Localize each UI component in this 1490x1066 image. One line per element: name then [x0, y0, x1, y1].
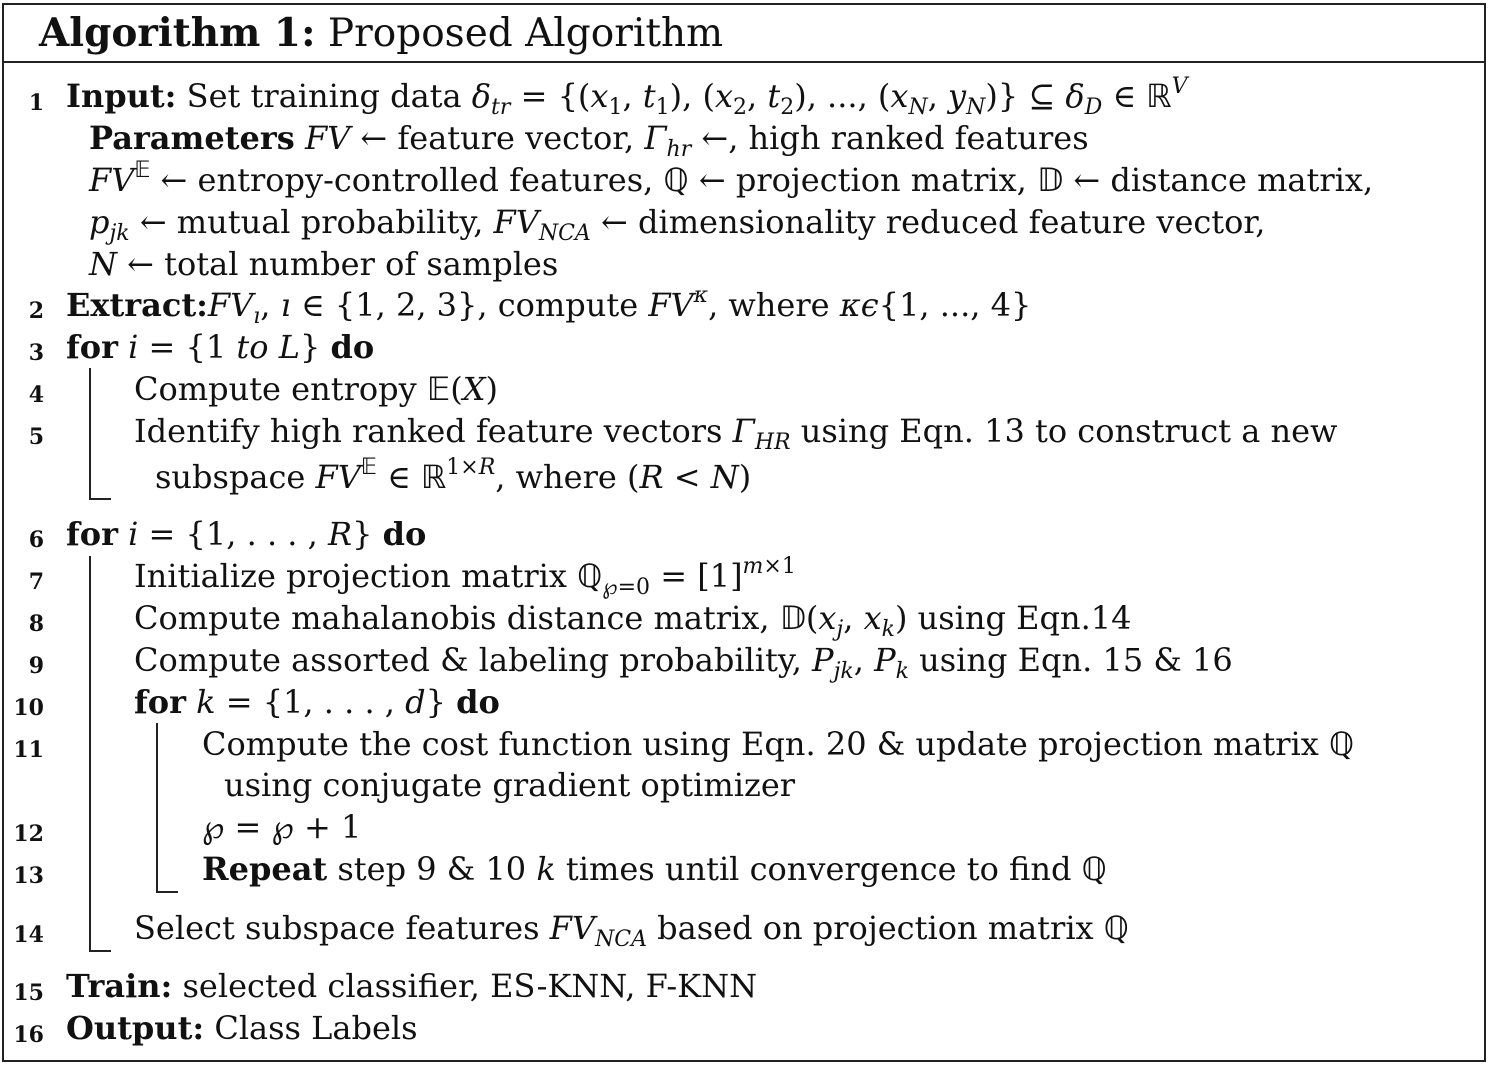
algorithm-title-bar — [4, 5, 1484, 63]
output-text: Class Labels — [214, 1009, 418, 1047]
for-block-bar — [156, 723, 178, 893]
line-text: Identify high ranked feature vectors — [134, 412, 723, 450]
line-text: Compute mahalanobis distance matrix, — [134, 599, 770, 637]
line-text: Compute assorted & labeling probability, — [134, 641, 802, 679]
param-text: high ranked features — [748, 119, 1089, 157]
line-number: 15 — [13, 980, 44, 1006]
keyword-output: Output: — [66, 1009, 205, 1047]
algo-line-11-cont — [224, 766, 795, 804]
line-text: Select subspace features — [134, 909, 540, 947]
keyword-extract: Extract: — [66, 286, 208, 324]
line-text: where — [515, 458, 617, 496]
keyword-train: Train: — [66, 967, 173, 1005]
line-text: using conjugate gradient optimizer — [224, 766, 796, 804]
line-text: Compute the cost function using Eqn. 20 & update projection matrix — [202, 725, 1319, 763]
algo-line-for: for k = {1, . . . , d} do — [134, 683, 500, 721]
algo-line-7: Initialize projection matrix ℚ$_{℘=0}$ = $[1]^{m\times 1}$ — [134, 554, 796, 600]
param-text: feature vector, — [397, 119, 635, 157]
line-number: 10 — [13, 695, 44, 721]
algo-line-train — [66, 967, 757, 1005]
algo-line-for: for i = {1 to L} do — [66, 328, 375, 366]
param-text: distance matrix, — [1110, 161, 1374, 199]
line-text: times until convergence to find — [565, 850, 1072, 888]
algo-line-9: Compute assorted & labeling probability, $P_{jk}$, $P_k$ using Eqn. 15 & 16 — [134, 641, 1233, 684]
keyword-input: Input: — [66, 77, 177, 115]
line-number: 12 — [13, 821, 44, 847]
line-number: 4 — [28, 382, 44, 408]
param-text: dimensionality reduced feature vector, — [637, 203, 1266, 241]
keyword-do: do — [330, 328, 375, 366]
keyword-for: for — [134, 683, 186, 721]
algorithm-title — [39, 11, 723, 56]
line-text: using Eqn. 15 & 16 — [919, 641, 1233, 679]
line-text: using Eqn.14 — [917, 599, 1132, 637]
line-number: 16 — [13, 1022, 44, 1048]
keyword-for: for — [66, 515, 118, 553]
line-number: 9 — [28, 653, 44, 679]
line-text: step 9 & 10 — [337, 850, 527, 888]
line-number: 3 — [28, 340, 44, 366]
input-text: Set training data — [186, 77, 462, 115]
train-text: selected classifier, ES-KNN, F-KNN — [182, 967, 758, 1005]
line-text: based on projection matrix — [657, 909, 1094, 947]
line-number: 2 — [28, 298, 44, 324]
algo-line-parameters-4: N ← total number of samples — [89, 245, 559, 283]
algo-line-11: Compute the cost function using Eqn. 20 & update projection matrix ℚ — [202, 725, 1355, 763]
algo-line-5-cont: subspace $FV^𝔼$ ∈ ℝ$^{1\times R}$, where (R < N) — [155, 455, 752, 496]
algo-line-parameters-2: $FV^𝔼$ ← entropy-controlled features, ℚ ← projection matrix, 𝔻 ← distance matrix, — [89, 158, 1374, 199]
algo-line-parameters-3: $p_{jk}$ ← mutual probability, $FV_{NCA}$ ← dimensionality reduced feature vector, — [89, 203, 1266, 246]
algo-line-input: Input: Set training data $\delta_{tr} = \{(x_1$, $t_1$), ($x_2$, $t_2$), ..., ($x_N$, $y_N$)} ⊆ $\delta_D$ ∈ ℝ$^V$ — [66, 74, 1188, 120]
line-number: 5 — [28, 424, 44, 450]
param-text: total number of samples — [164, 245, 559, 283]
line-number: 14 — [13, 922, 44, 948]
line-text: Compute entropy — [134, 370, 417, 408]
algorithm-name: Proposed Algorithm — [327, 11, 724, 56]
keyword-for: for — [66, 328, 118, 366]
extract-text: compute — [497, 286, 639, 324]
keyword-do: do — [382, 515, 427, 553]
keyword-do: do — [456, 683, 500, 721]
keyword-repeat: Repeat — [202, 850, 328, 888]
algorithm-label: Algorithm 1: — [39, 10, 316, 56]
algo-line-extract: $Extract:FV_ı$, ı ∈ {1, 2, 3}, compute $FV^\kappa$, where κϵ{1, ..., 4} — [66, 283, 1032, 329]
algo-line-13: Repeat step 9 & 10 k times until convergence to find ℚ — [202, 850, 1107, 888]
algo-line-5: Identify high ranked feature vectors $\Gamma_{HR}$ using Eqn. 13 to construct a new — [134, 412, 1338, 455]
line-number: 11 — [13, 737, 44, 763]
for-block-bar — [89, 368, 111, 500]
line-text: Initialize projection matrix — [134, 557, 567, 595]
line-text: subspace — [155, 458, 306, 496]
algo-line-output — [66, 1009, 418, 1047]
algo-line-12: ℘ = ℘ + 1 — [202, 808, 362, 846]
param-text: mutual probability, — [176, 203, 484, 241]
param-text: projection matrix, — [735, 161, 1027, 199]
line-number: 6 — [28, 527, 44, 553]
algo-line-4: Compute entropy 𝔼(X) — [134, 370, 498, 408]
extract-text: where — [728, 286, 830, 324]
line-number: 1 — [28, 90, 44, 116]
line-number: 8 — [28, 611, 44, 637]
line-number: 7 — [28, 569, 44, 595]
param-text: entropy-controlled features, — [197, 161, 654, 199]
algo-line-14: Select subspace features $FV_{NCA}$ based on projection matrix ℚ — [134, 909, 1129, 952]
for-block-bar — [89, 556, 111, 952]
keyword-parameters: Parameters — [89, 119, 295, 157]
line-number: 13 — [13, 863, 44, 889]
algo-line-8: Compute mahalanobis distance matrix, $𝔻(x_j$, $x_k$) using Eqn.14 — [134, 599, 1132, 642]
line-text: using Eqn. 13 to construct a new — [800, 412, 1338, 450]
algo-line-parameters: Parameters FV ← feature vector, $\Gamma_{hr}$ ←, high ranked features — [89, 119, 1089, 162]
algo-line-for: for i = {1, . . . , R} do — [66, 515, 427, 553]
